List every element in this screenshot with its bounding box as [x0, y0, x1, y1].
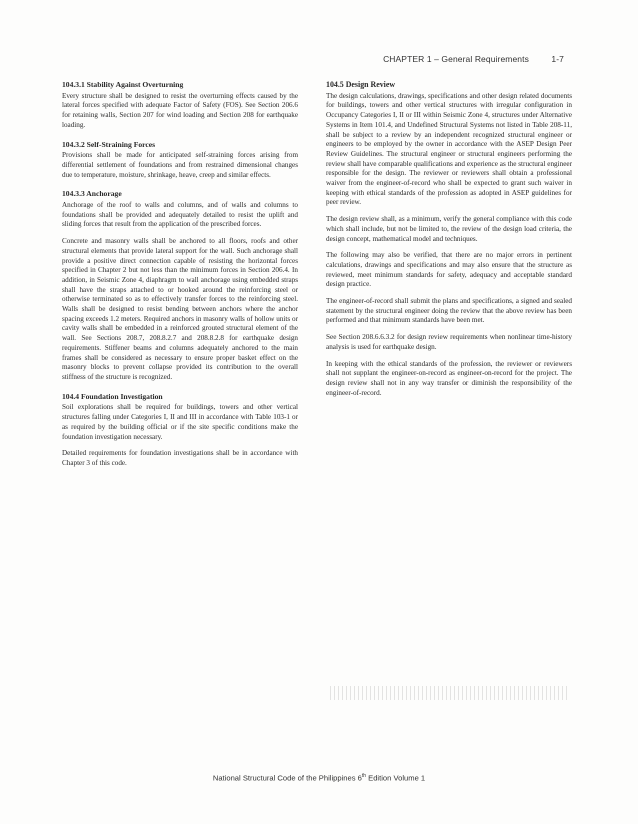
footer-text-end: Edition Volume 1	[366, 773, 426, 783]
left-column	[62, 80, 298, 478]
paragraph: The design calculations, drawings, specifications and other design related documents for buildings, towers and other vertical structures with irregular configuration in Occupancy Categories I, II or III within Seismic Zone 4, structures under Alternative Systems in Item 101.4, and Undefined Structural Systems not listed in Table 208-11, shall be subject to a review by an independent recognized structural engineer or engineers to be employed by the owner in accordance with the ASEP Design Peer Review Guidelines. The structural engineer or structural engineers performing the review shall have comparable qualifications and experience as the structural engineer responsible for the design. The reviewer or reviewers shall obtain a professional waiver from the engineer-of-record who shall be expected to grant such waiver in keeping with ethical standards of the profession as adopted in ASEP guidelines for peer review.	[326, 91, 572, 207]
footer-text: National Structural Code of the Philippines 6	[212, 773, 362, 783]
section-104-5	[326, 80, 572, 398]
footer-superscript: th	[361, 773, 367, 779]
paragraph: The following may also be verified, that there are no major errors in pertinent calculations, drawings and specifications and may also ensure that the structure as reviewed, meet minimum standards for safety, adequacy and acceptable standard design practice.	[326, 251, 572, 289]
paragraph: In keeping with the ethical standards of the profession, the reviewer or reviewers shall not supplant the engineer-on-record as engineer-on-record for the project. The design review shall not in any way transfer or diminish the responsibility of the engineer-of-record.	[326, 359, 572, 397]
right-column	[326, 80, 572, 407]
paragraph: Anchorage of the roof to walls and columns, and of walls and columns to foundations shall be provided and adequately detailed to resist the uplift and sliding forces that result from the application of the prescribed forces.	[62, 201, 298, 229]
section-104-3-3	[62, 189, 298, 382]
section-heading: 104.3.1 Stability Against Overturning	[62, 80, 184, 89]
page-number: 1-7	[551, 54, 564, 64]
chapter-title: CHAPTER 1 – General Requirements	[383, 54, 529, 64]
paragraph: Detailed requirements for foundation investigations shall be in accordance with Chapter 3 of this code.	[62, 449, 298, 467]
paragraph: The engineer-of-record shall submit the plans and specifications, a signed and sealed statement by the structural engineer doing the review that the above review has been performed and that minimum standards have been met.	[326, 297, 572, 325]
paragraph: Every structure shall be designed to resist the overturning effects caused by the lateral forces specified with adequate Factor of Safety (FOS). See Section 206.6 for retaining walls, Section 207 for wind loading and Section 208 for earthquake loading.	[62, 91, 298, 129]
paragraph: Soil explorations shall be required for buildings, towers and other vertical structures falling under Categories I, II and III in accordance with Table 103-1 or as required by the building official or if the site specific conditions make the foundation investigation necessary.	[62, 403, 298, 441]
section-heading: 104.4 Foundation Investigation	[62, 391, 163, 401]
running-header	[383, 54, 564, 64]
section-heading: 104.3.3 Anchorage	[62, 189, 122, 199]
scan-noise	[330, 686, 570, 700]
section-heading: 104.5 Design Review	[326, 80, 396, 89]
section-heading: 104.3.2 Self-Straining Forces	[62, 139, 156, 149]
paragraph: The design review shall, as a minimum, verify the general compliance with this code which shall include, but not be limited to, the review of the design load criteria, the design concept, mathematical model and techniques.	[326, 215, 572, 243]
paragraph: See Section 208.6.6.3.2 for design review requirements when nonlinear time-history analysis is used for earthquake design.	[326, 333, 572, 351]
section-104-3-2	[62, 140, 298, 181]
section-104-4	[62, 392, 298, 469]
section-104-3-1	[62, 80, 298, 131]
paragraph: Concrete and masonry walls shall be anchored to all floors, roofs and other structural elements that provide lateral support for the wall. Such anchorage shall provide a positive direct connection capable of resisting the horizontal forces specified in Chapter 2 but not less than the minimum forces in Section 206.4. In addition, in Seismic Zone 4, diaphragm to wall anchorage using embedded straps shall have the straps attached to or hooked around the reinforcing steel or otherwise terminated so as to effectively transfer forces to the reinforcing steel. Walls shall be designed to resist bending between anchors where the anchor spacing exceeds 1.2 meters. Required anchors in masonry walls of hollow units or cavity walls shall be embedded in a reinforced grouted structural element of the wall. See Sections 208.7, 208.8.2.7 and 208.8.2.8 for earthquake design requirements. Stiffener beams and columns adequately anchored to the main frames shall be considered as necessary to ensure proper basket effect on the masonry blocks to prevent collapse provided its contribution to the overall stiffness of the structure is recognized.	[62, 237, 298, 381]
page-footer	[0, 773, 638, 783]
paragraph: Provisions shall be made for anticipated self-straining forces arising from differential settlement of foundations and from restrained dimensional changes due to temperature, moisture, shrinkage, heave, creep and similar effects.	[62, 151, 298, 179]
